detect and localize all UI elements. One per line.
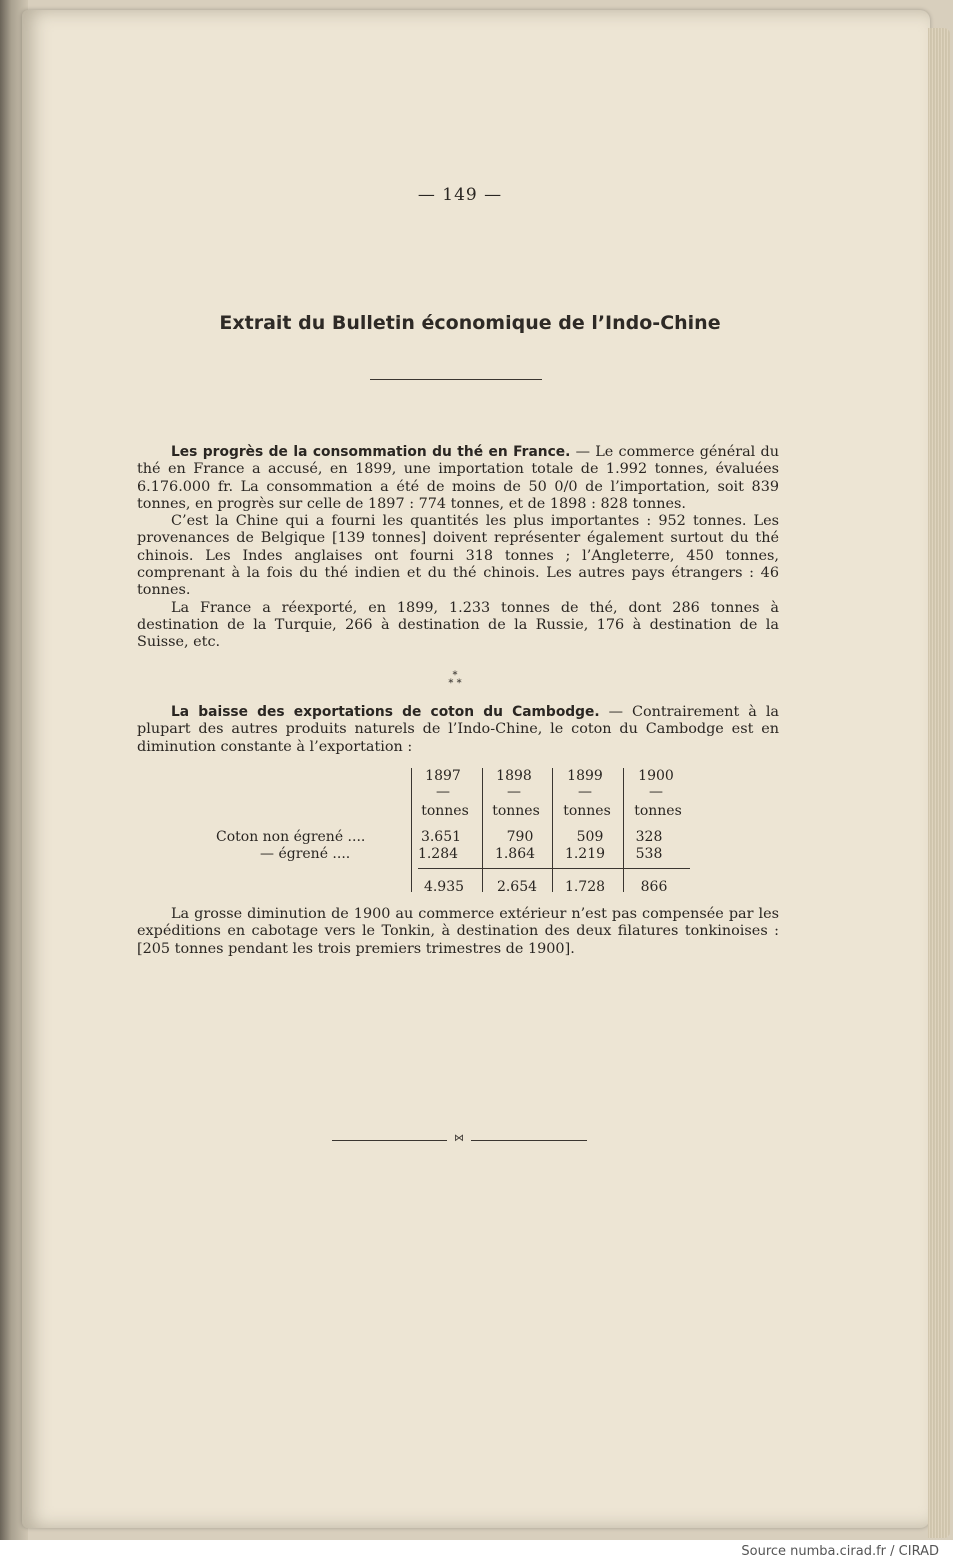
paragraph: La grosse diminution de 1900 au commerce extérieur n’est pas compensée par les expéditions en cabotage vers le Tonkin, à destination des deux filatures tonkinoises : [205 tonnes pendant les trois premiers trimestres de 1900]. [137,906,779,957]
table-cell: 538 [635,846,663,862]
table-header-dash: — [436,784,450,800]
table-header-year: 1900 [638,768,674,784]
table-cell: 790 [506,829,534,845]
table-header-year: 1899 [567,768,603,784]
paragraph-text: — Le commerce général du thé en France a accusé, en 1899, une importation totale de 1.992 tonnes, évaluées 6.176.000 fr. La consommation a été de moins de 50 0/0 de l’importation, soit 839 tonnes, en progrès sur celle de 1897 : 774 tonnes, et de 1898 : 828 tonnes. [137,444,779,512]
section-heading: Les progrès de la consommation du thé en France. [171,444,571,460]
table-header-dash: — [649,784,663,800]
asterism-top: * [452,670,458,681]
asterism-bottom: * * [448,678,462,689]
page-title: Extrait du Bulletin économique de l’Indo-Chine [219,312,721,334]
table-row-label: Coton non égrené .... [216,829,366,845]
table-total: 1.728 [564,879,606,895]
table-total: 866 [640,879,668,895]
table-header-unit: tonnes [421,803,469,819]
table-header-year: 1897 [425,768,461,784]
page-stack-edge [928,28,950,1538]
source-credit: Source numba.cirad.fr / CIRAD [741,1544,939,1559]
table-cell: 1.864 [494,846,536,862]
asterism-divider [440,672,470,688]
table-cell: 1.219 [564,846,606,862]
table-header-unit: tonnes [563,803,611,819]
table-cell: 1.284 [417,846,459,862]
table-sum-rule [418,868,690,869]
table-header-dash: — [507,784,521,800]
table-cell: 3.651 [420,829,462,845]
table-header-dash: — [578,784,592,800]
end-ornament-icon: ⋈ [447,1133,471,1144]
section-heading: La baisse des exportations de coton du Cambodge. [171,704,600,720]
section-conclusion [137,906,779,958]
table-total: 2.654 [496,879,538,895]
table-header-unit: tonnes [634,803,682,819]
paragraph [137,704,779,756]
footer-bar [0,1540,953,1566]
paragraph: C’est la Chine qui a fourni les quantités les plus importantes : 952 tonnes. Les provenances de Belgique [139 tonnes] doivent représenter également surtout du thé chinois. Les Indes anglaises ont fourni 318 tonnes ; l’Angleterre, 450 tonnes, comprenant à la fois du thé indien et du thé chinois. Les autres pays étrangers : 46 tonnes. [137,513,779,599]
table-cell: 328 [635,829,663,845]
paragraph-text: — Contrairement à la plupart des autres produits naturels de l’Indo-Chine, le coton du Cambodge est en diminution constante à l’exportation : [137,704,779,755]
table-header-year: 1898 [496,768,532,784]
section-cotton-exports [137,704,779,756]
title-rule [370,379,542,380]
section-tea-consumption [137,444,779,652]
table-cell: 509 [576,829,604,845]
paragraph: La France a réexporté, en 1899, 1.233 tonnes de thé, dont 286 tonnes à destination de la Turquie, 266 à destination de la Russie, 176 à destination de la Suisse, etc. [137,599,779,651]
table-header-unit: tonnes [492,803,540,819]
page-number: — 149 — [417,185,503,205]
paragraph [137,444,779,513]
table-row-label: — égrené .... [260,846,351,862]
table-total: 4.935 [423,879,465,895]
